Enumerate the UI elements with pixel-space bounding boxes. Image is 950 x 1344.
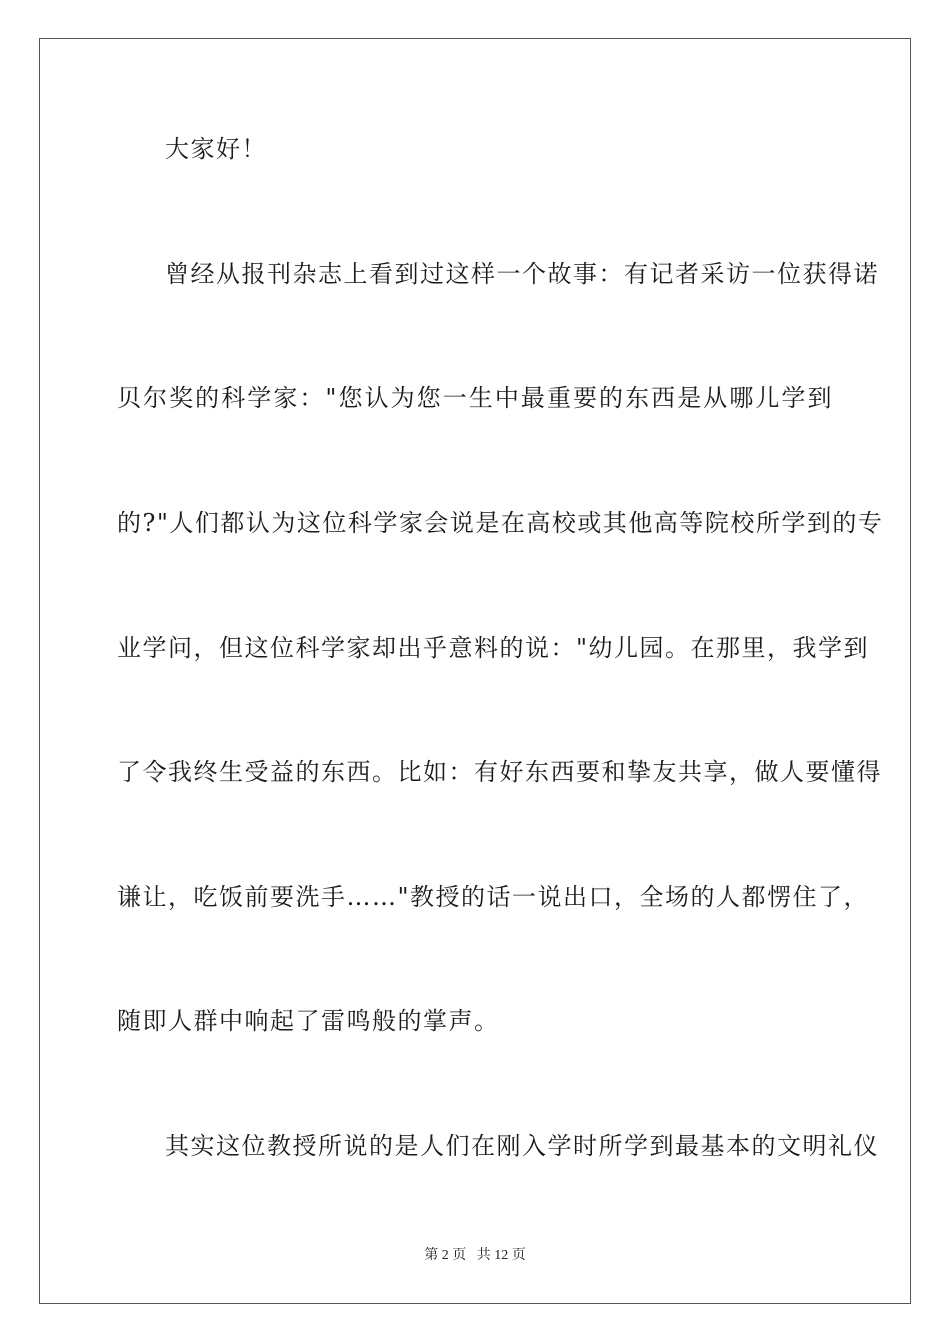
paragraph-line: 业学问，但这位科学家却出乎意料的说："幼儿园。在那里，我学到	[117, 634, 870, 662]
page-total: 共 12 页	[476, 1248, 526, 1263]
greeting-line: 大家好！	[165, 135, 267, 163]
paragraph-line: 贝尔奖的科学家："您认为您一生中最重要的东西是从哪儿学到	[117, 384, 833, 412]
paragraph-line: 曾经从报刊杂志上看到过这样一个故事：有记者采访一位获得诺	[165, 260, 879, 288]
paragraph-line: 其实这位教授所说的是人们在刚入学时所学到最基本的文明礼仪	[165, 1132, 879, 1160]
page-border	[39, 38, 911, 1304]
paragraph-line: 随即人群中响起了雷鸣般的掌声。	[117, 1007, 500, 1035]
paragraph-line: 的?"人们都认为这位科学家会说是在高校或其他高等院校所学到的专	[117, 509, 884, 537]
page-footer	[0, 1247, 950, 1265]
paragraph-line: 了令我终生受益的东西。比如：有好东西要和挚友共享，做人要懂得	[117, 758, 882, 786]
page-number: 第 2 页	[424, 1248, 467, 1263]
paragraph-line: 谦让，吃饭前要洗手……"教授的话一说出口，全场的人都愣住了，	[117, 883, 870, 911]
